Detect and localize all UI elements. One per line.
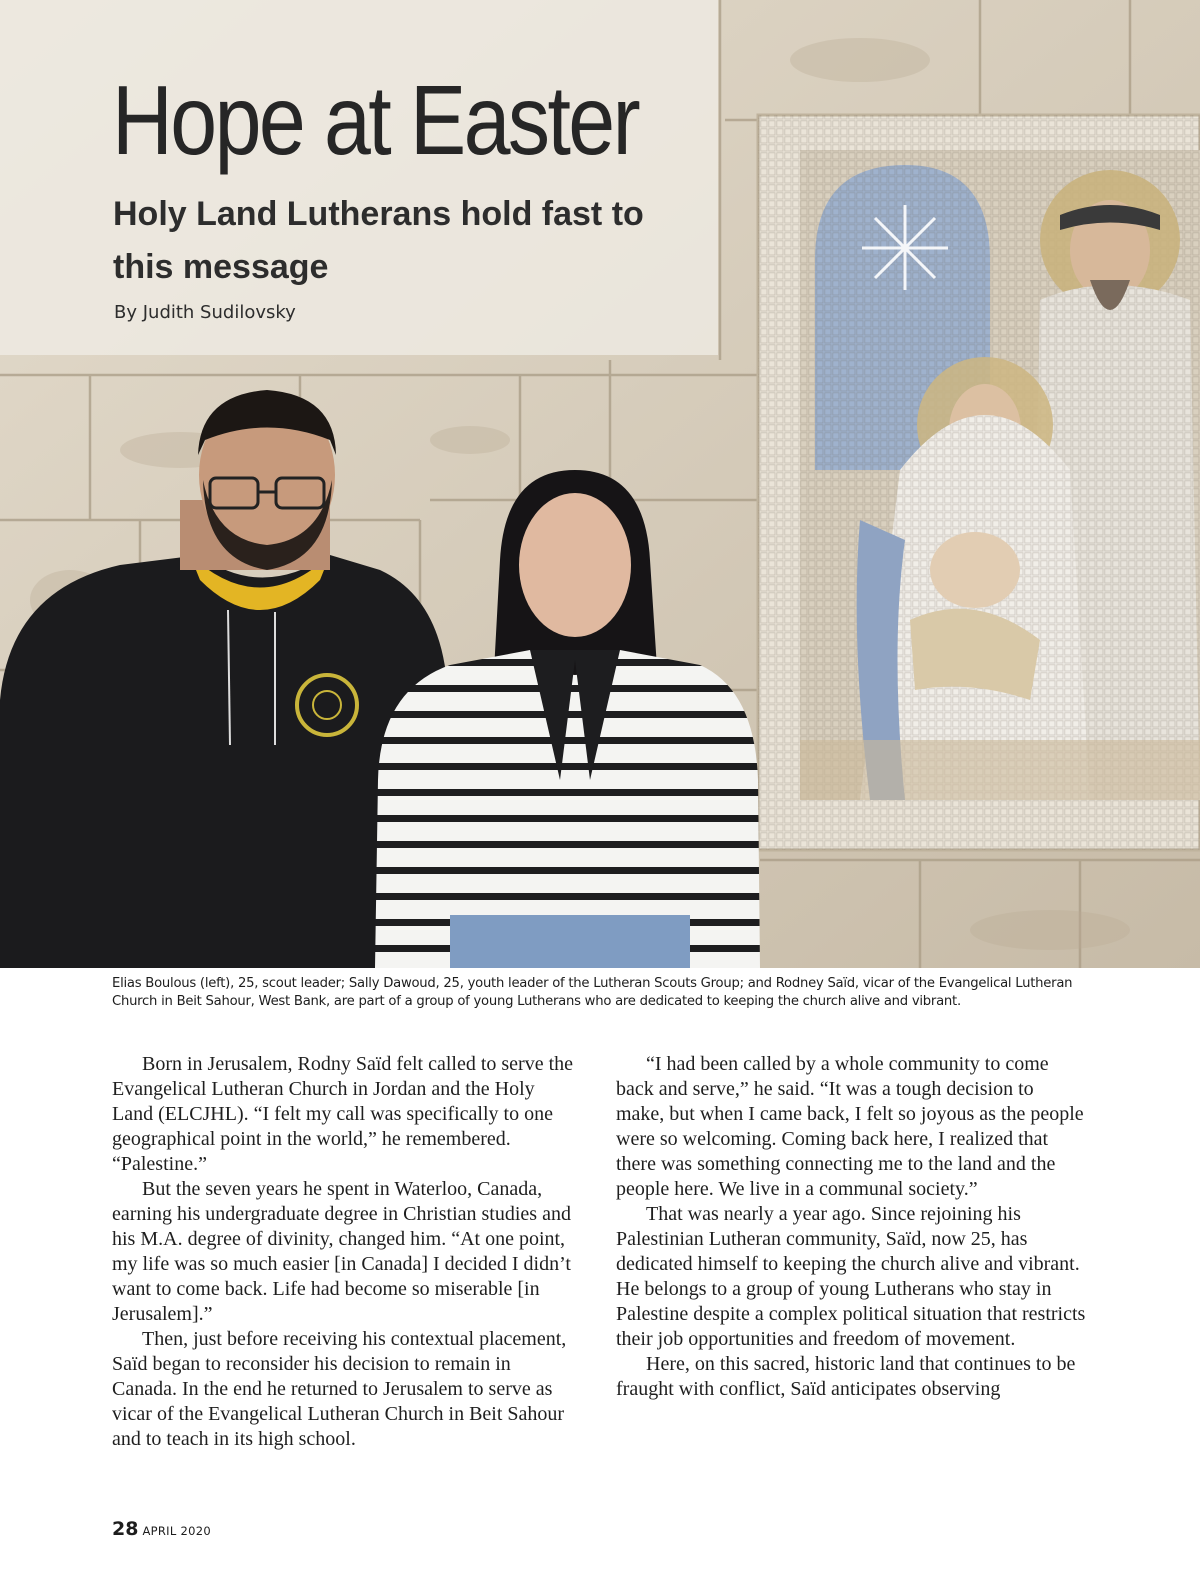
- issue-date: APRIL 2020: [142, 1524, 211, 1538]
- title-panel: [0, 0, 718, 355]
- article-byline: By Judith Sudilovsky: [114, 302, 296, 323]
- body-paragraph: Then, just before receiving his contextual placement, Saïd began to reconsider his decision to remain in Canada. In the end he returned to Jerusalem to serve as vicar of the Evangelical Lutheran Church in Beit Sahour and to teach in its high school.: [112, 1328, 567, 1450]
- jeans: [450, 915, 690, 968]
- body-paragraph: But the seven years he spent in Waterloo, Canada, earning his undergraduate degree in Christian studies and his M.A. degree of divinity, changed him. “At one point, my life was so much easier [in Canada] I decided I didn’t want to come back. Life had become so miserable [in Jerusalem].”: [112, 1178, 571, 1325]
- body-paragraph: That was nearly a year ago. Since rejoining his Palestinian Lutheran community, Saïd, now 25, has dedicated himself to keeping the church alive and vibrant. He belongs to a group of young Lutherans who stay in Palestine despite a complex political situation that restricts their job opportunities and freedom of movement.: [616, 1203, 1086, 1350]
- page-folio: [112, 1518, 211, 1540]
- body-paragraph: “I had been called by a whole community to come back and serve,” he said. “It was a tough decision to make, but when I came back, I felt so joyous as the people were so welcoming. Coming back here, I realized that there was something connecting me to the land and the people here. We live in a communal society.”: [616, 1053, 1084, 1200]
- body-paragraph: Born in Jerusalem, Rodny Saïd felt called to serve the Evangelical Lutheran Church in Jordan and the Holy Land (ELCJHL). “I felt my call was specifically to one geographical point in the world,” he remembered. “Palestine.”: [112, 1053, 574, 1175]
- photo-caption: Elias Boulous (left), 25, scout leader; Sally Dawoud, 25, youth leader of the Lutheran Scouts Group; and Rodney Saïd, vicar of the Evangelical Lutheran Church in Beit Sahour, West Bank, are part of a group of young Lutherans who are dedicated to keeping the church alive and vibrant.: [112, 976, 1073, 1009]
- body-column-right: [616, 1052, 1086, 1402]
- article-title: Hope at Easter: [112, 65, 639, 175]
- body-paragraph: Here, on this sacred, historic land that continues to be fraught with conflict, Saïd anticipates observing: [616, 1353, 1076, 1400]
- body-column-left: [112, 1052, 580, 1452]
- article-subtitle: Holy Land Lutherans hold fast to this message: [113, 195, 644, 286]
- mosaic-child: [930, 532, 1020, 608]
- page-number: 28: [112, 1518, 139, 1540]
